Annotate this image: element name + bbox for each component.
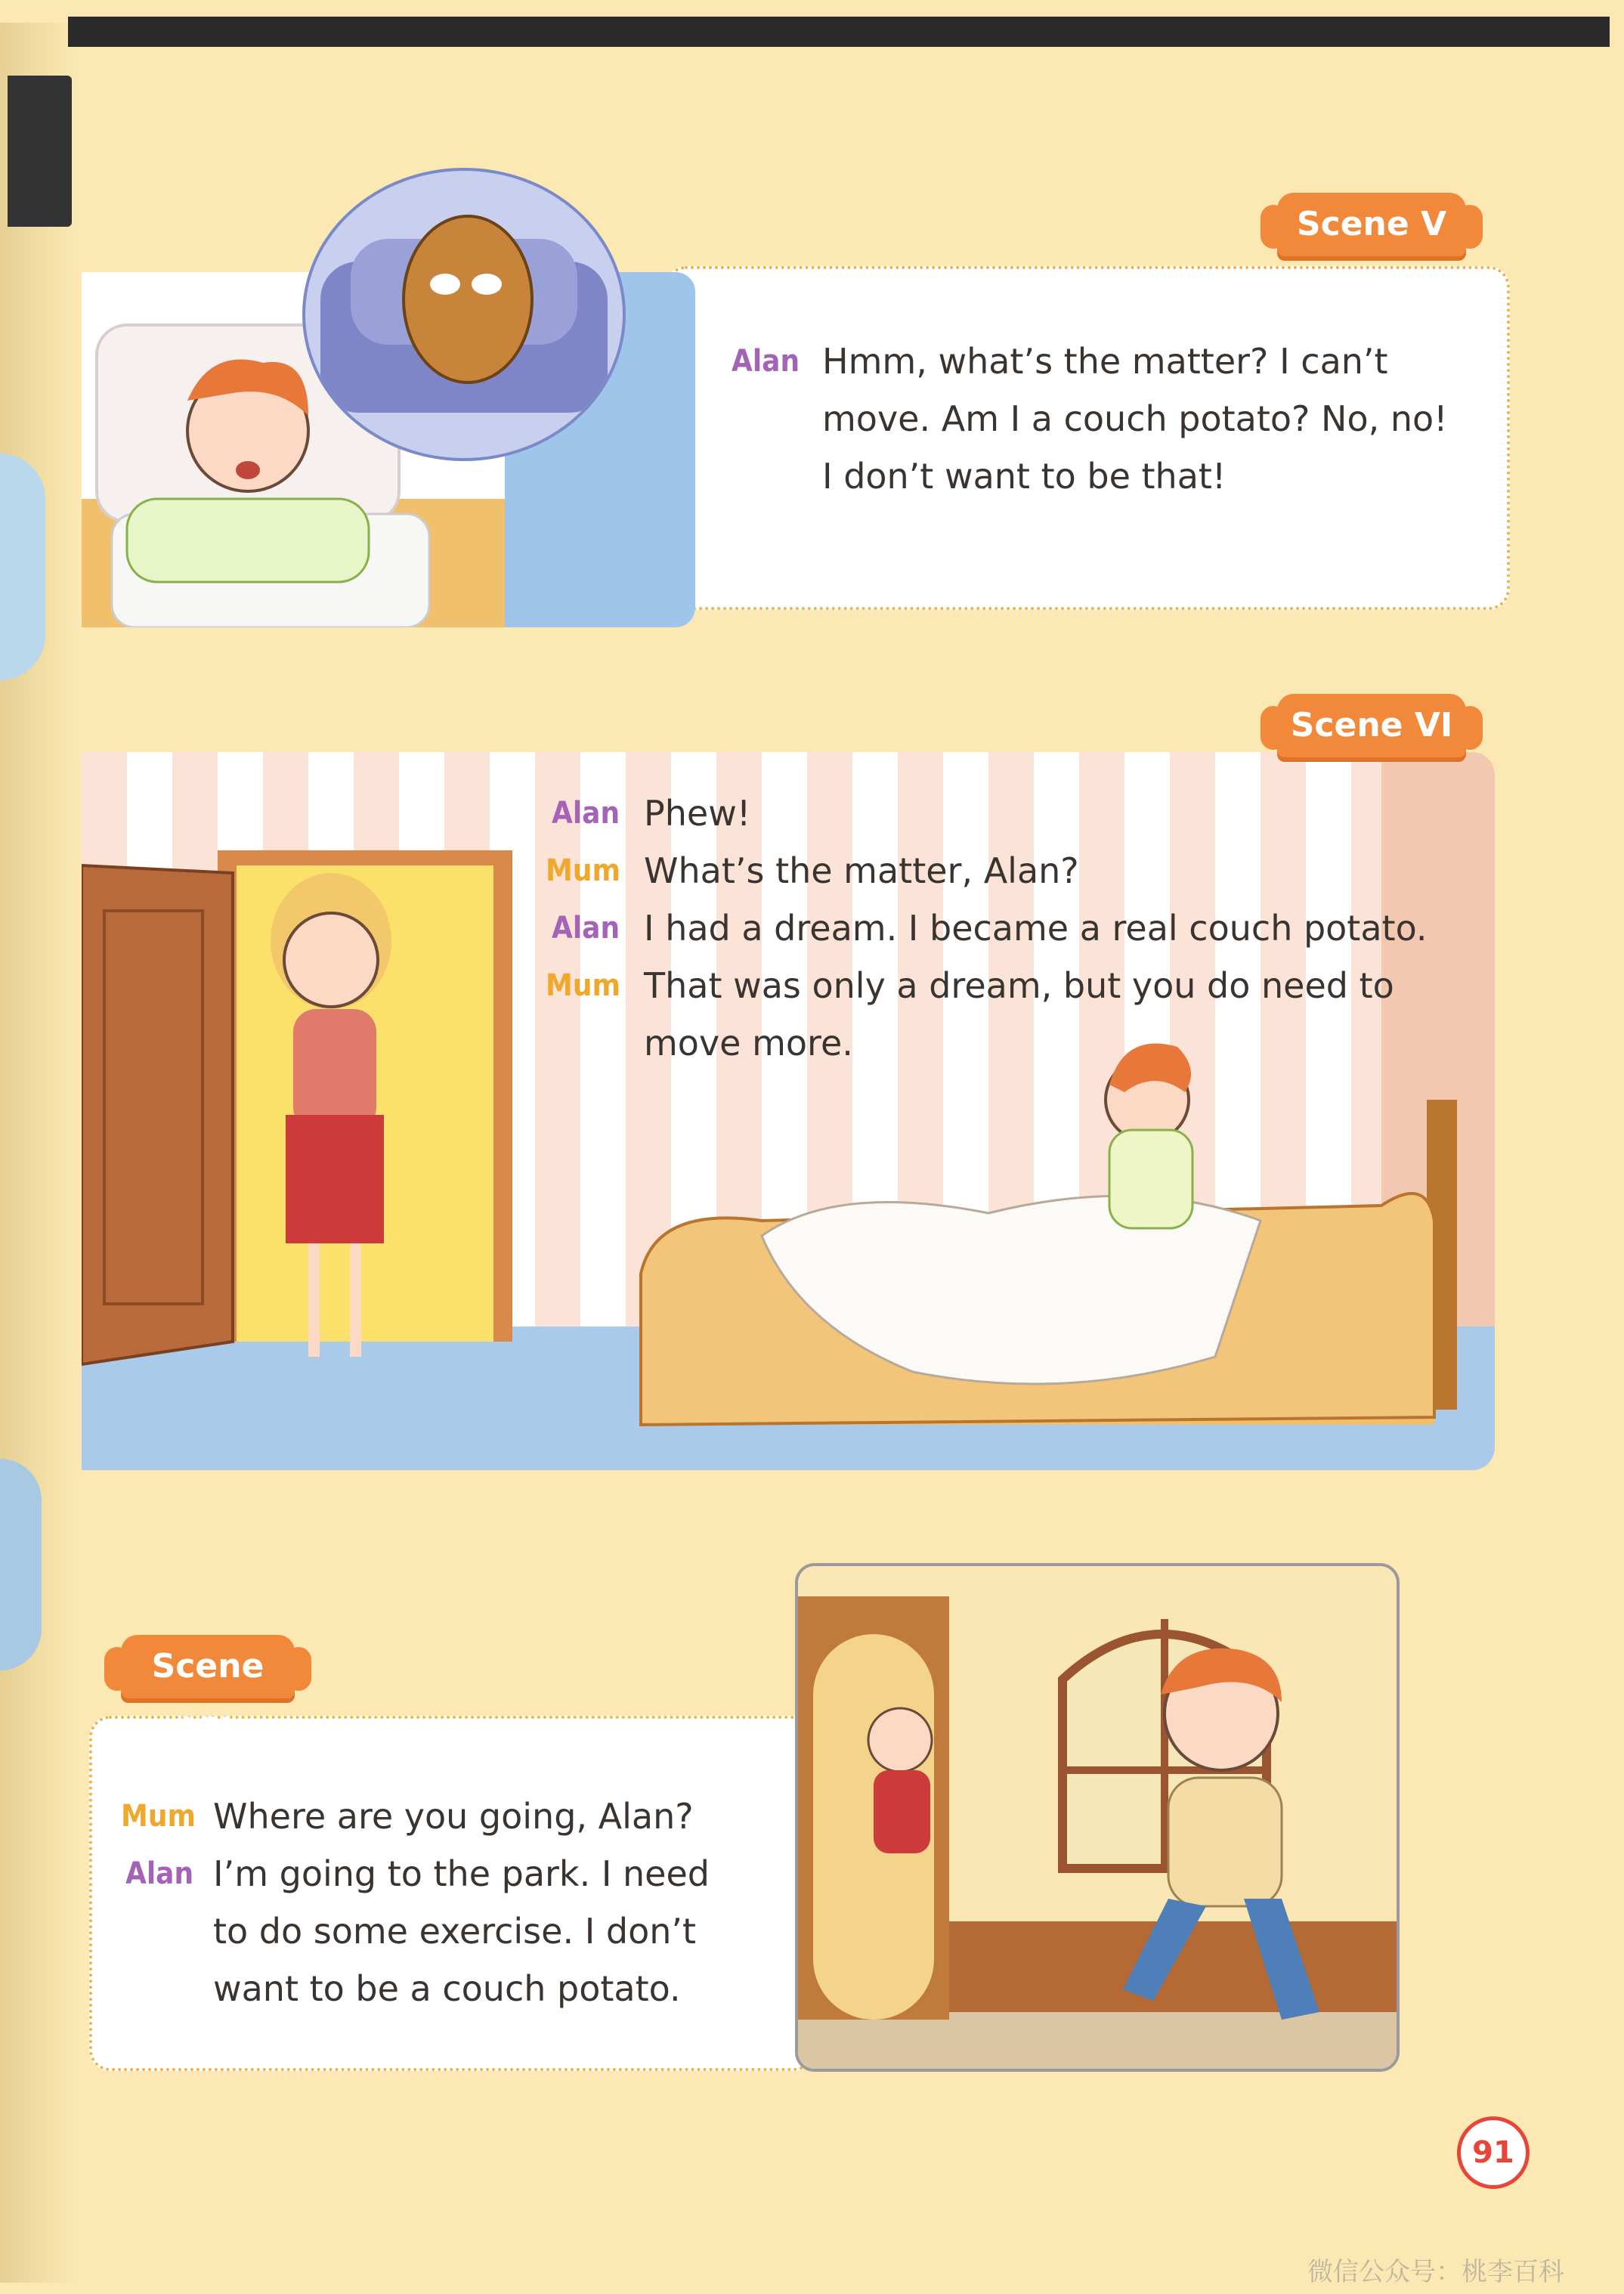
- page-number: 91: [1457, 2116, 1530, 2189]
- previous-page-illustration: [0, 1459, 42, 1670]
- book-gutter: [0, 23, 76, 2283]
- couch-potato-dream-bubble: [302, 168, 626, 461]
- dialogue-line: want to be a couch potato.: [213, 1968, 681, 2009]
- speaker-label: Alan: [732, 344, 800, 379]
- dialogue-line: move more.: [644, 1023, 853, 1063]
- top-edge-strip: [68, 17, 1610, 47]
- speaker-label: Mum: [546, 853, 620, 888]
- speaker-label: Mum: [121, 1799, 196, 1834]
- dialogue-line: What’s the matter, Alan?: [644, 850, 1079, 891]
- dialogue-line: Phew!: [644, 793, 751, 834]
- previous-page-illustration: [0, 454, 45, 680]
- dialogue-line: Where are you going, Alan?: [213, 1796, 694, 1837]
- side-bookmark-tab: [8, 76, 72, 227]
- scene7-tag: Scene VII: [121, 1635, 295, 1698]
- dialogue-line: I had a dream. I became a real couch potato.: [644, 908, 1428, 949]
- speaker-label: Alan: [125, 1856, 194, 1891]
- dialogue-line: to do some exercise. I don’t: [213, 1911, 697, 1952]
- scene5-tag: Scene V: [1277, 193, 1466, 256]
- speaker-label: Alan: [552, 796, 620, 831]
- scene7-illustration: [795, 1563, 1400, 2072]
- speaker-label: Mum: [546, 968, 620, 1003]
- watermark: 微信公众号：桃李百科: [1307, 2257, 1564, 2287]
- dialogue-line: That was only a dream, but you do need to: [644, 965, 1394, 1006]
- dialogue-line: Hmm, what’s the matter? I can’t: [822, 341, 1388, 382]
- dialogue-line: move. Am I a couch potato? No, no!: [822, 398, 1448, 439]
- dialogue-line: I’m going to the park. I need: [213, 1853, 710, 1894]
- speaker-label: Alan: [552, 911, 620, 946]
- scene6-tag: Scene VI: [1277, 694, 1466, 757]
- dialogue-line: I don’t want to be that!: [822, 456, 1227, 497]
